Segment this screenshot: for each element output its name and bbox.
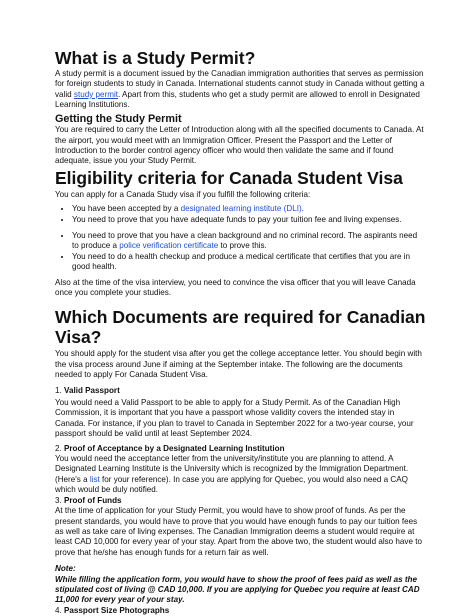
item-title: Valid Passport (64, 385, 120, 395)
eligibility-item-background (72, 231, 426, 252)
documents-intro: You should apply for the student visa after you get the college acceptance letter. You should begin with the visa process around June if aiming at the September intake. The following are the documents needed to apply For Canada Student Visa. (55, 349, 422, 380)
item-text: . (301, 204, 304, 214)
study-permit-description (55, 69, 426, 111)
item-number: 1. (55, 385, 64, 395)
item-acceptance-text (55, 454, 426, 496)
item-valid-passport-title (55, 386, 426, 396)
para-text: . Apart from this, students who get a study permit are allowed to enroll in Designated Learning Institutions. (55, 89, 420, 110)
eligibility-list-a (55, 204, 426, 225)
dli-link[interactable]: designated learning institute (DLI) (180, 204, 302, 214)
item-text: to prove this. (218, 241, 267, 251)
eligibility-list-b (55, 231, 426, 273)
item-valid-passport-text: You would need a Valid Passport to be able to apply for a Study Permit. As of the Canadian High Commission, it is important that you have a passport whose validity covers the intended stay in Canada. For instance, if you plan to travel to Canada in September 2022 for a two-year course, your passport should be valid until at least September 2024. (55, 398, 414, 439)
item-funds-title (55, 496, 426, 506)
eligibility-item-funds: • You need to prove that you have adequate funds to pay your tuition fee and living expenses. (72, 215, 426, 225)
heading-eligibility-criteria: Eligibility criteria for Canada Student Visa (55, 167, 403, 188)
visa-interview-paragraph: Also at the time of the visa interview, you need to convince the visa officer that you will leave Canada once you complete your studies. (55, 277, 416, 297)
item-photographs-title (55, 606, 426, 616)
item-number: 4. (55, 605, 64, 615)
item-text: You have been accepted by a (72, 204, 181, 214)
item-number: 3. (55, 495, 64, 505)
item-number: 2. (55, 443, 64, 453)
eligibility-item-health: • You need to do a health checkup and produce a medical certificate that certifies that you are in good health. (72, 252, 426, 273)
eligibility-item-dli (72, 204, 426, 214)
study-permit-link[interactable]: study permit (73, 89, 118, 99)
eligibility-intro: You can apply for a Canada Study visa if you fulfill the following criteria: (55, 189, 311, 199)
note-label: Note: (55, 564, 76, 574)
heading-documents-required: Which Documents are required for Canadian Visa? (55, 307, 426, 348)
dli-list-link[interactable]: list (89, 474, 100, 484)
para-text: You would need the acceptance letter from the university/institute you are planning to attend. A Designated Learning Institute is the University which is recognized by the Immigration Department. (Here's a (55, 454, 409, 484)
item-text: You need to prove that you have a clean background and no criminal record. The aspirants need to produce a (72, 230, 418, 251)
item-acceptance-title (55, 444, 426, 454)
police-certificate-link[interactable]: police verification certificate (119, 241, 219, 251)
para-text: for your reference). In case you are applying for Quebec, you would also need a CAQ which would be duly notified. (55, 474, 408, 495)
item-funds-text: At the time of application for your Study Permit, you would have to show proof of funds. As per the present standards, you would have to prove that you would have enough funds to pay our tuition fees as well as take care of living expenses. The Canadian Immigration deems a student would require at least CAD 10,000 for every year of your stay. Apart from the above two, the student would also have to prove that he/she has enough funds for a return fair as well. (55, 506, 422, 557)
getting-permit-paragraph: You are required to carry the Letter of Introduction along with all the specified documents to Canada. At the airport, you would meet with an Immigration Officer. Present the Passport and the Letter of Introduction to the border control agency officer who would then validate the same and if found adequate, issue you your Study Permit. (55, 125, 424, 166)
item-title: Proof of Funds (64, 495, 122, 505)
heading-what-is-study-permit: What is a Study Permit? (55, 48, 256, 68)
heading-getting-study-permit: Getting the Study Permit (55, 112, 182, 125)
item-title: Passport Size Photographs (64, 605, 170, 615)
item-title: Proof of Acceptance by a Designated Learning Institution (64, 443, 285, 453)
para-text: A study permit is a document issued by the Canadian immigration authorities that serves as permission for foreign students to study in Canada. International students cannot study in Canada without getting a valid (55, 69, 425, 99)
note-text: While filling the application form, you would have to show the proof of fees paid as well as the stipulated cost of living @ CAD 10,000. If you are applying for Quebec you require at least CAD 11,000 for every year of your stay. (55, 574, 420, 605)
